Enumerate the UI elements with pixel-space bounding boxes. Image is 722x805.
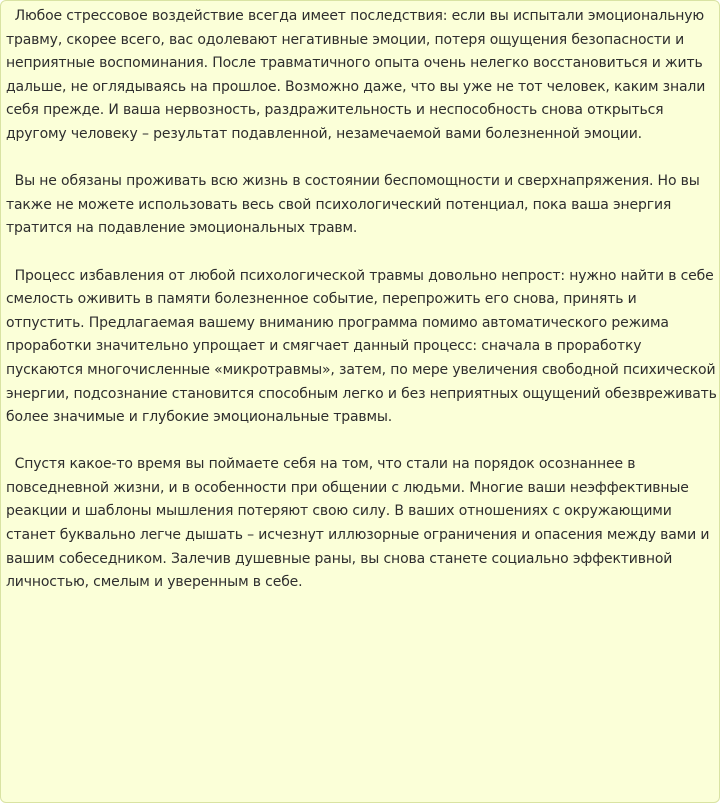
paragraph-4: Спустя какое-то время вы поймаете себя на том, что стали на порядок осознаннее в повседневной жизни, и в особенности при общении с людьми. Многие ваши неэффективные реакции и шаблоны мышления потеряют свою силу. В ваших отношениях с окружающими станет буквально легче дышать – исчезнут иллюзорные ограничения и опасения между вами и вашим собеседником. Залечив душевные раны, вы снова станете социально эффективной личностью, смелым и уверенным в себе. [6,456,714,591]
article-text [6,5,722,618]
paragraph-3: Процесс избавления от любой психологической травмы довольно непрост: нужно найти в себе смелость оживить в памяти болезненное событие, перепрожить его снова, принять и отпустить. Предлагаемая вашему вниманию программа помимо автоматического режима проработки значительно упрощает и смягчает данный процесс: сначала в проработку пускаются многочисленные «микротравмы», затем, по мере увеличения свободной психической энергии, подсознание становится способным легко и без неприятных ощущений обезвреживать более значимые и глубокие эмоциональные травмы. [6,267,722,426]
paragraph-1: Любое стрессовое воздействие всегда имеет последствия: если вы испытали эмоциональную травму, скорее всего, вас одолевают негативные эмоции, потеря ощущения безопасности и неприятные воспоминания. После травматичного опыта очень нелегко восстановиться и жить дальше, не оглядываясь на прошлое. Возможно даже, что вы уже не тот человек, каким знали себя прежде. И ваша нервозность, раздражительность и неспособность снова открыться другому человеку – результат подавленной, незамечаемой вами болезненной эмоции. [6,8,710,142]
paragraph-2: Вы не обязаны проживать всю жизнь в состоянии беспомощности и сверхнапряжения. Но вы также не можете использовать весь свой психологический потенциал, пока ваша энергия тратится на подавление эмоциональных травм. [6,173,704,237]
